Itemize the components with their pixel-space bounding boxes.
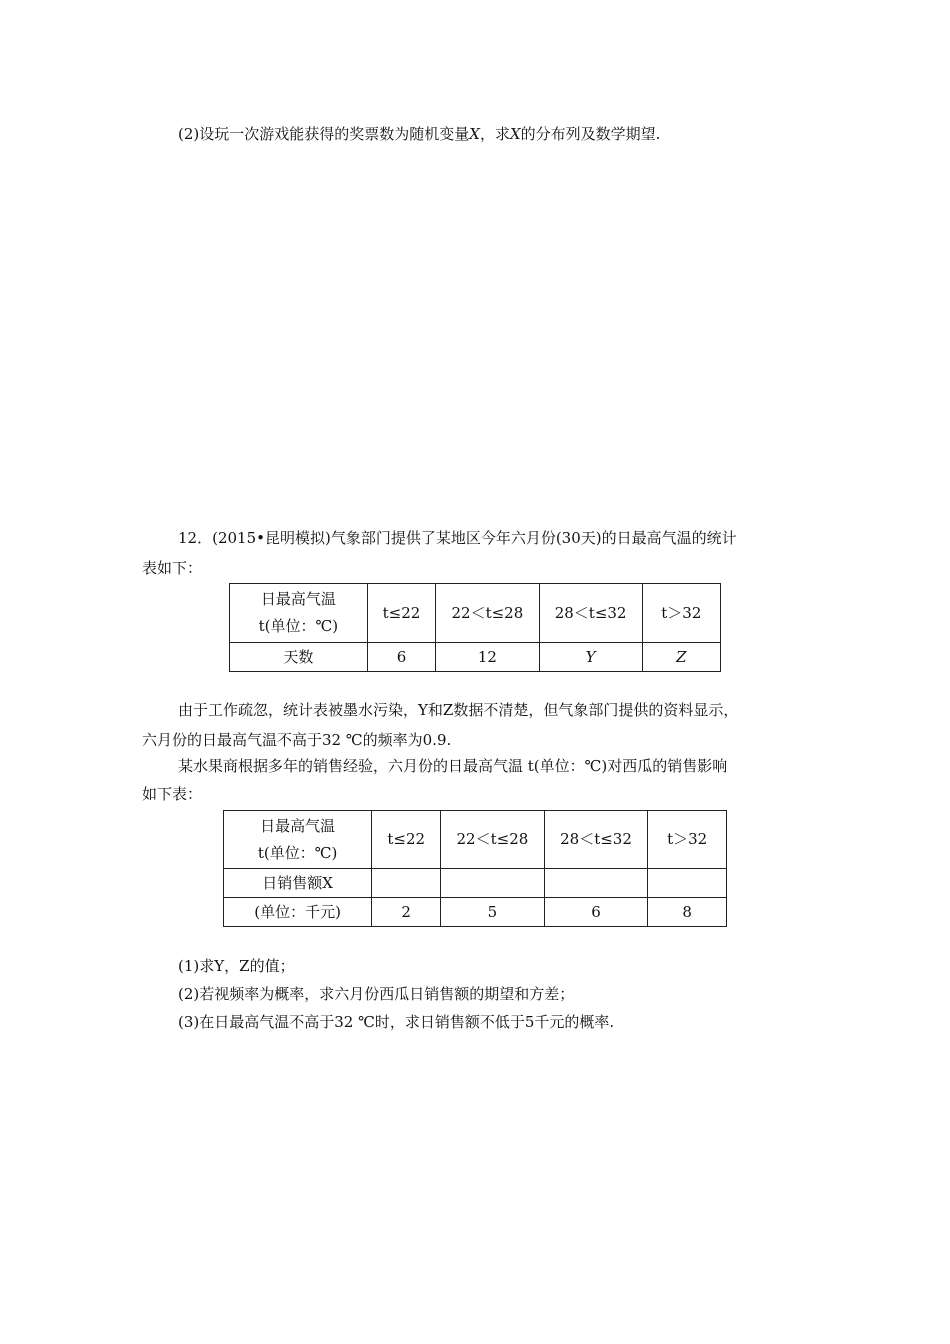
cell-value: Z — [642, 643, 720, 672]
cell-empty — [648, 869, 727, 898]
para2-line1: 某水果商根据多年的销售经验，六月份的日最高气温 t(单位：℃)对西瓜的销售影响 — [178, 757, 728, 775]
cell-value: 6 — [367, 643, 436, 672]
header-label-line2: t(单位：℃) — [257, 843, 338, 862]
table-row — [230, 643, 721, 672]
header-label-cell — [224, 811, 372, 869]
sub-question-3: (3)在日最高气温不高于32 ℃时，求日销售额不低于5千元的概率. — [178, 1013, 615, 1031]
q12-intro-line1: 12．(2015•昆明模拟)气象部门提供了某地区今年六月份(30天)的日最高气温的统计 — [178, 529, 737, 547]
q11-part2-mid: ，求 — [479, 125, 510, 143]
col-header: t＞32 — [642, 584, 720, 643]
table-temperature-days — [229, 583, 721, 672]
table-row — [230, 584, 721, 643]
para1-line1: 由于工作疏忽，统计表被墨水污染，Y和Z数据不清楚，但气象部门提供的资料显示， — [178, 701, 739, 719]
table-row — [224, 898, 727, 927]
header-label-cell — [230, 584, 368, 643]
col-header: t≤22 — [367, 584, 436, 643]
sub-question-2: (2)若视频率为概率，求六月份西瓜日销售额的期望和方差； — [178, 985, 575, 1003]
table-row — [224, 811, 727, 869]
header-label-line1: 日最高气温 — [260, 590, 336, 608]
cell-value: Y — [539, 643, 642, 672]
cell-value: 2 — [372, 898, 441, 927]
col-header: 22＜t≤28 — [441, 811, 545, 869]
q11-part2-prefix: (2)设玩一次游戏能获得的奖票数为随机变量 — [178, 125, 470, 143]
header-label-line1: 日最高气温 — [260, 816, 336, 835]
row-label: 天数 — [230, 643, 368, 672]
col-header: t＞32 — [648, 811, 727, 869]
col-header: t≤22 — [372, 811, 441, 869]
cell-value: 12 — [436, 643, 539, 672]
cell-value: 5 — [441, 898, 545, 927]
cell-empty — [372, 869, 441, 898]
q11-part2-suffix: 的分布列及数学期望. — [520, 125, 661, 143]
cell-value: 6 — [544, 898, 648, 927]
var-x: X — [469, 125, 480, 143]
cell-value: 8 — [648, 898, 727, 927]
cell-empty — [544, 869, 648, 898]
col-header: 22＜t≤28 — [436, 584, 539, 643]
var-x: X — [509, 125, 521, 143]
cell-empty — [441, 869, 545, 898]
q12-intro-line2: 表如下： — [142, 559, 203, 577]
para1-line2: 六月份的日最高气温不高于32 ℃的频率为0.9. — [142, 731, 452, 749]
row-label-line2: (单位：千元) — [224, 898, 372, 927]
para2-line2: 如下表： — [142, 785, 203, 803]
col-header: 28＜t≤32 — [539, 584, 642, 643]
table-sales — [223, 810, 727, 927]
col-header: 28＜t≤32 — [544, 811, 648, 869]
table-row — [224, 869, 727, 898]
header-label-line2: t(单位：℃) — [258, 617, 339, 635]
sub-question-1: (1)求Y，Z的值； — [178, 957, 295, 975]
q11-part2 — [178, 120, 660, 148]
row-label-line1: 日销售额X — [224, 869, 372, 898]
